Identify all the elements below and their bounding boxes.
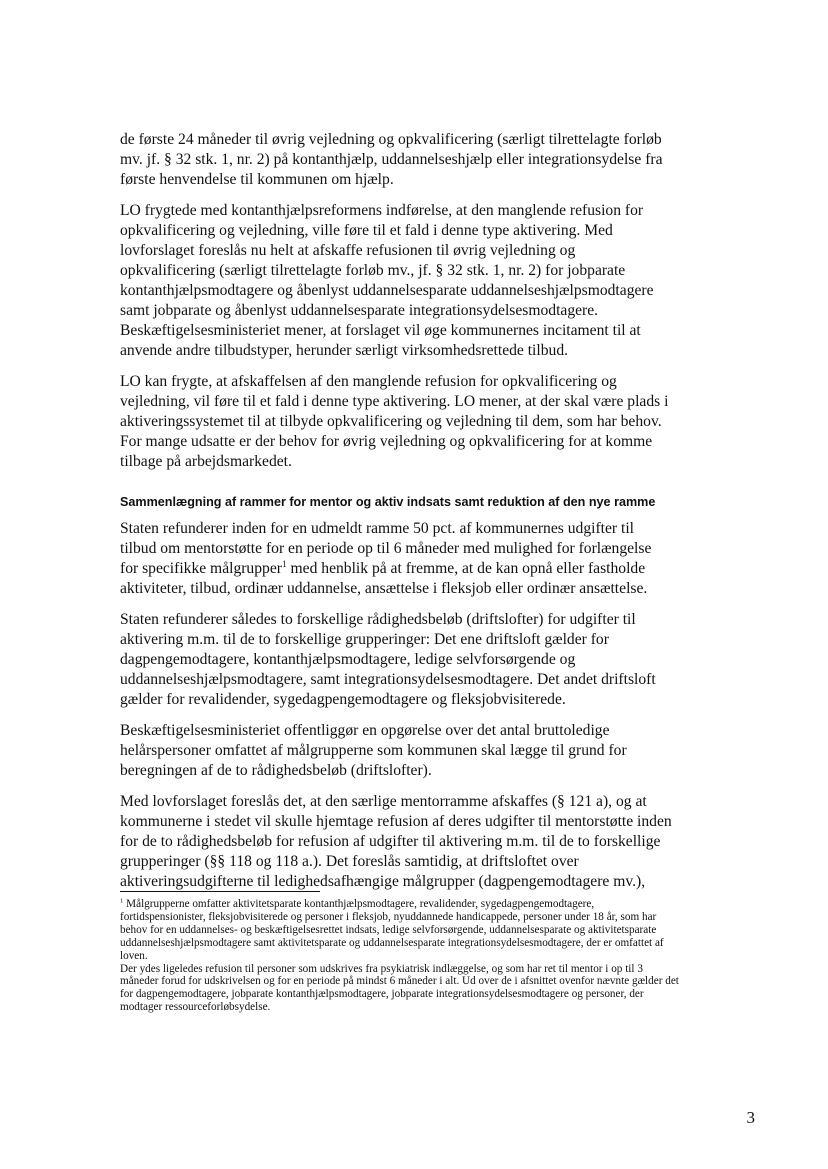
paragraph-4 — [120, 519, 673, 599]
page-number: 3 — [746, 1108, 755, 1127]
footnote-divider — [120, 891, 320, 892]
paragraph-6: Beskæftigelsesministeriet offentliggør en opgørelse over det antal bruttoledige helårspersoner omfattet af målgrupperne som kommunen skal lægge til grund for beregningen af de to rådighedsbeløb (driftslofter). — [120, 722, 627, 779]
paragraph-3: LO kan frygte, at afskaffelsen af den manglende refusion for opkvalificering og vejledning, vil føre til et fald i denne type aktivering. LO mener, at der skal være plads i aktiveringssystemet til at tilbyde opkvalificering og vejledning til dem, som har behov. For mange udsatte er der behov for øvrig vejledning og opkvalificering for at komme tilbage på arbejdsmarkedet. — [120, 373, 669, 470]
paragraph-4-text-end: med henblik på at fremme, at de kan opnå eller fastholde aktiviteter, tilbud, ordinær uddannelse, ansættelse i fleksjob eller ordinær ansættelse. — [120, 560, 648, 597]
paragraph-4-text-start: Staten refunderer inden for en udmeldt ramme 50 pct. af kommunernes udgifter til tilbud om mentorstøtte for en periode op til 6 måneder med mulighed for forlængelse for specifikke målgrupper — [120, 520, 652, 577]
footnote-1 — [120, 898, 680, 963]
paragraph-5: Staten refunderer således to forskellige rådighedsbeløb (driftslofter) for udgifter til aktivering m.m. til de to forskellige grupperinger: Det ene driftsloft gælder for dagpengemodtagere, kontanthjælpsmodtagere, ledige selvforsørgende og uddannelseshjælpsmodtagere, samt integrationsydelsesmodtagere. Det andet driftsloft gælder for revalidender, sygedagpengemodtagere og fleksjobvisiterede. — [120, 611, 656, 708]
paragraph-2: LO frygtede med kontanthjælpsreformens indførelse, at den manglende refusion for opkvalificering og vejledning, ville føre til et fald i denne type aktivering. Med lovforslaget foreslås nu helt at afskaffe refusionen til øvrig vejledning og opkvalificering (særligt tilrettelagte forløb mv., jf. § 32 stk. 1, nr. 2) for jobparate kontanthjælpsmodtagere og åbenlyst uddannelsesparate uddannelseshjælpsmodtagere samt jobparate og åbenlyst uddannelsesparate integrationsydelsesmodtagere. Beskæftigelsesministeriet mener, at forslaget vil øge kommunernes incitament til at anvende andre tilbudstyper, herunder særligt virksomhedsrettede tilbud. — [120, 202, 654, 359]
paragraph-1: de første 24 måneder til øvrig vejledning og opkvalificering (særligt tilrettelagte forløb mv. jf. § 32 stk. 1, nr. 2) på kontanthjælp, uddannelseshjælp eller integrationsydelse fra første henvendelse til kommunen om hjælp. — [120, 131, 663, 188]
footnote-1-continuation: Der ydes ligeledes refusion til personer som udskrives fra psykiatrisk indlæggelse, og som har ret til mentor i op til 3 måneder forud for udskrivelsen og for en periode på mindst 6 måneder i alt. Ud over de i afsnittet ovenfor nævnte gælder det for dagpengemodtagere, jobparate kontanthjælpsmodtagere, jobparate integrationsydelsesmodtagere og personer, der modtager ressourceforløbsydelse. — [120, 962, 679, 1014]
section-heading: Sammenlægning af rammer for mentor og aktiv indsats samt reduktion af den nye ramme — [120, 495, 656, 509]
footnote-reference: 1 — [281, 559, 287, 570]
footnote-marker: 1 — [120, 897, 124, 905]
footnotes — [120, 898, 680, 1014]
footnote-1-text: Målgrupperne omfatter aktivitetsparate kontanthjælpsmodtagere, revalidender, sygedagpengemodtagere, fortidspensionister, fleksjobvisiterede og personer i fleksjob, nyuddannede handicappede, personer under 18 år, som har behov for en uddannelses- og beskæftigelsesrettet indsats, ledige selvforsørgende, uddannelsesparate og aktivitetsparate uddannelseshjælpsmodtagere samt aktivitetsparate og uddannelsesparate integrationsydelsesmodtagere, der er omfattet af loven. — [120, 898, 664, 962]
body-text — [120, 130, 673, 903]
paragraph-7: Med lovforslaget foreslås det, at den særlige mentorramme afskaffes (§ 121 a), og at kommunerne i stedet vil skulle hjemtage refusion af deres udgifter til mentorstøtte inden for de to rådighedsbeløb for refusion af udgifter til aktivering m.m. til de to forskellige grupperinger (§§ 118 og 118 a.). Det foreslås samtidig, at driftsloftet over aktiveringsudgifterne til ledighedsafhængige målgrupper (dagpengemodtagere mv.), — [120, 793, 672, 890]
